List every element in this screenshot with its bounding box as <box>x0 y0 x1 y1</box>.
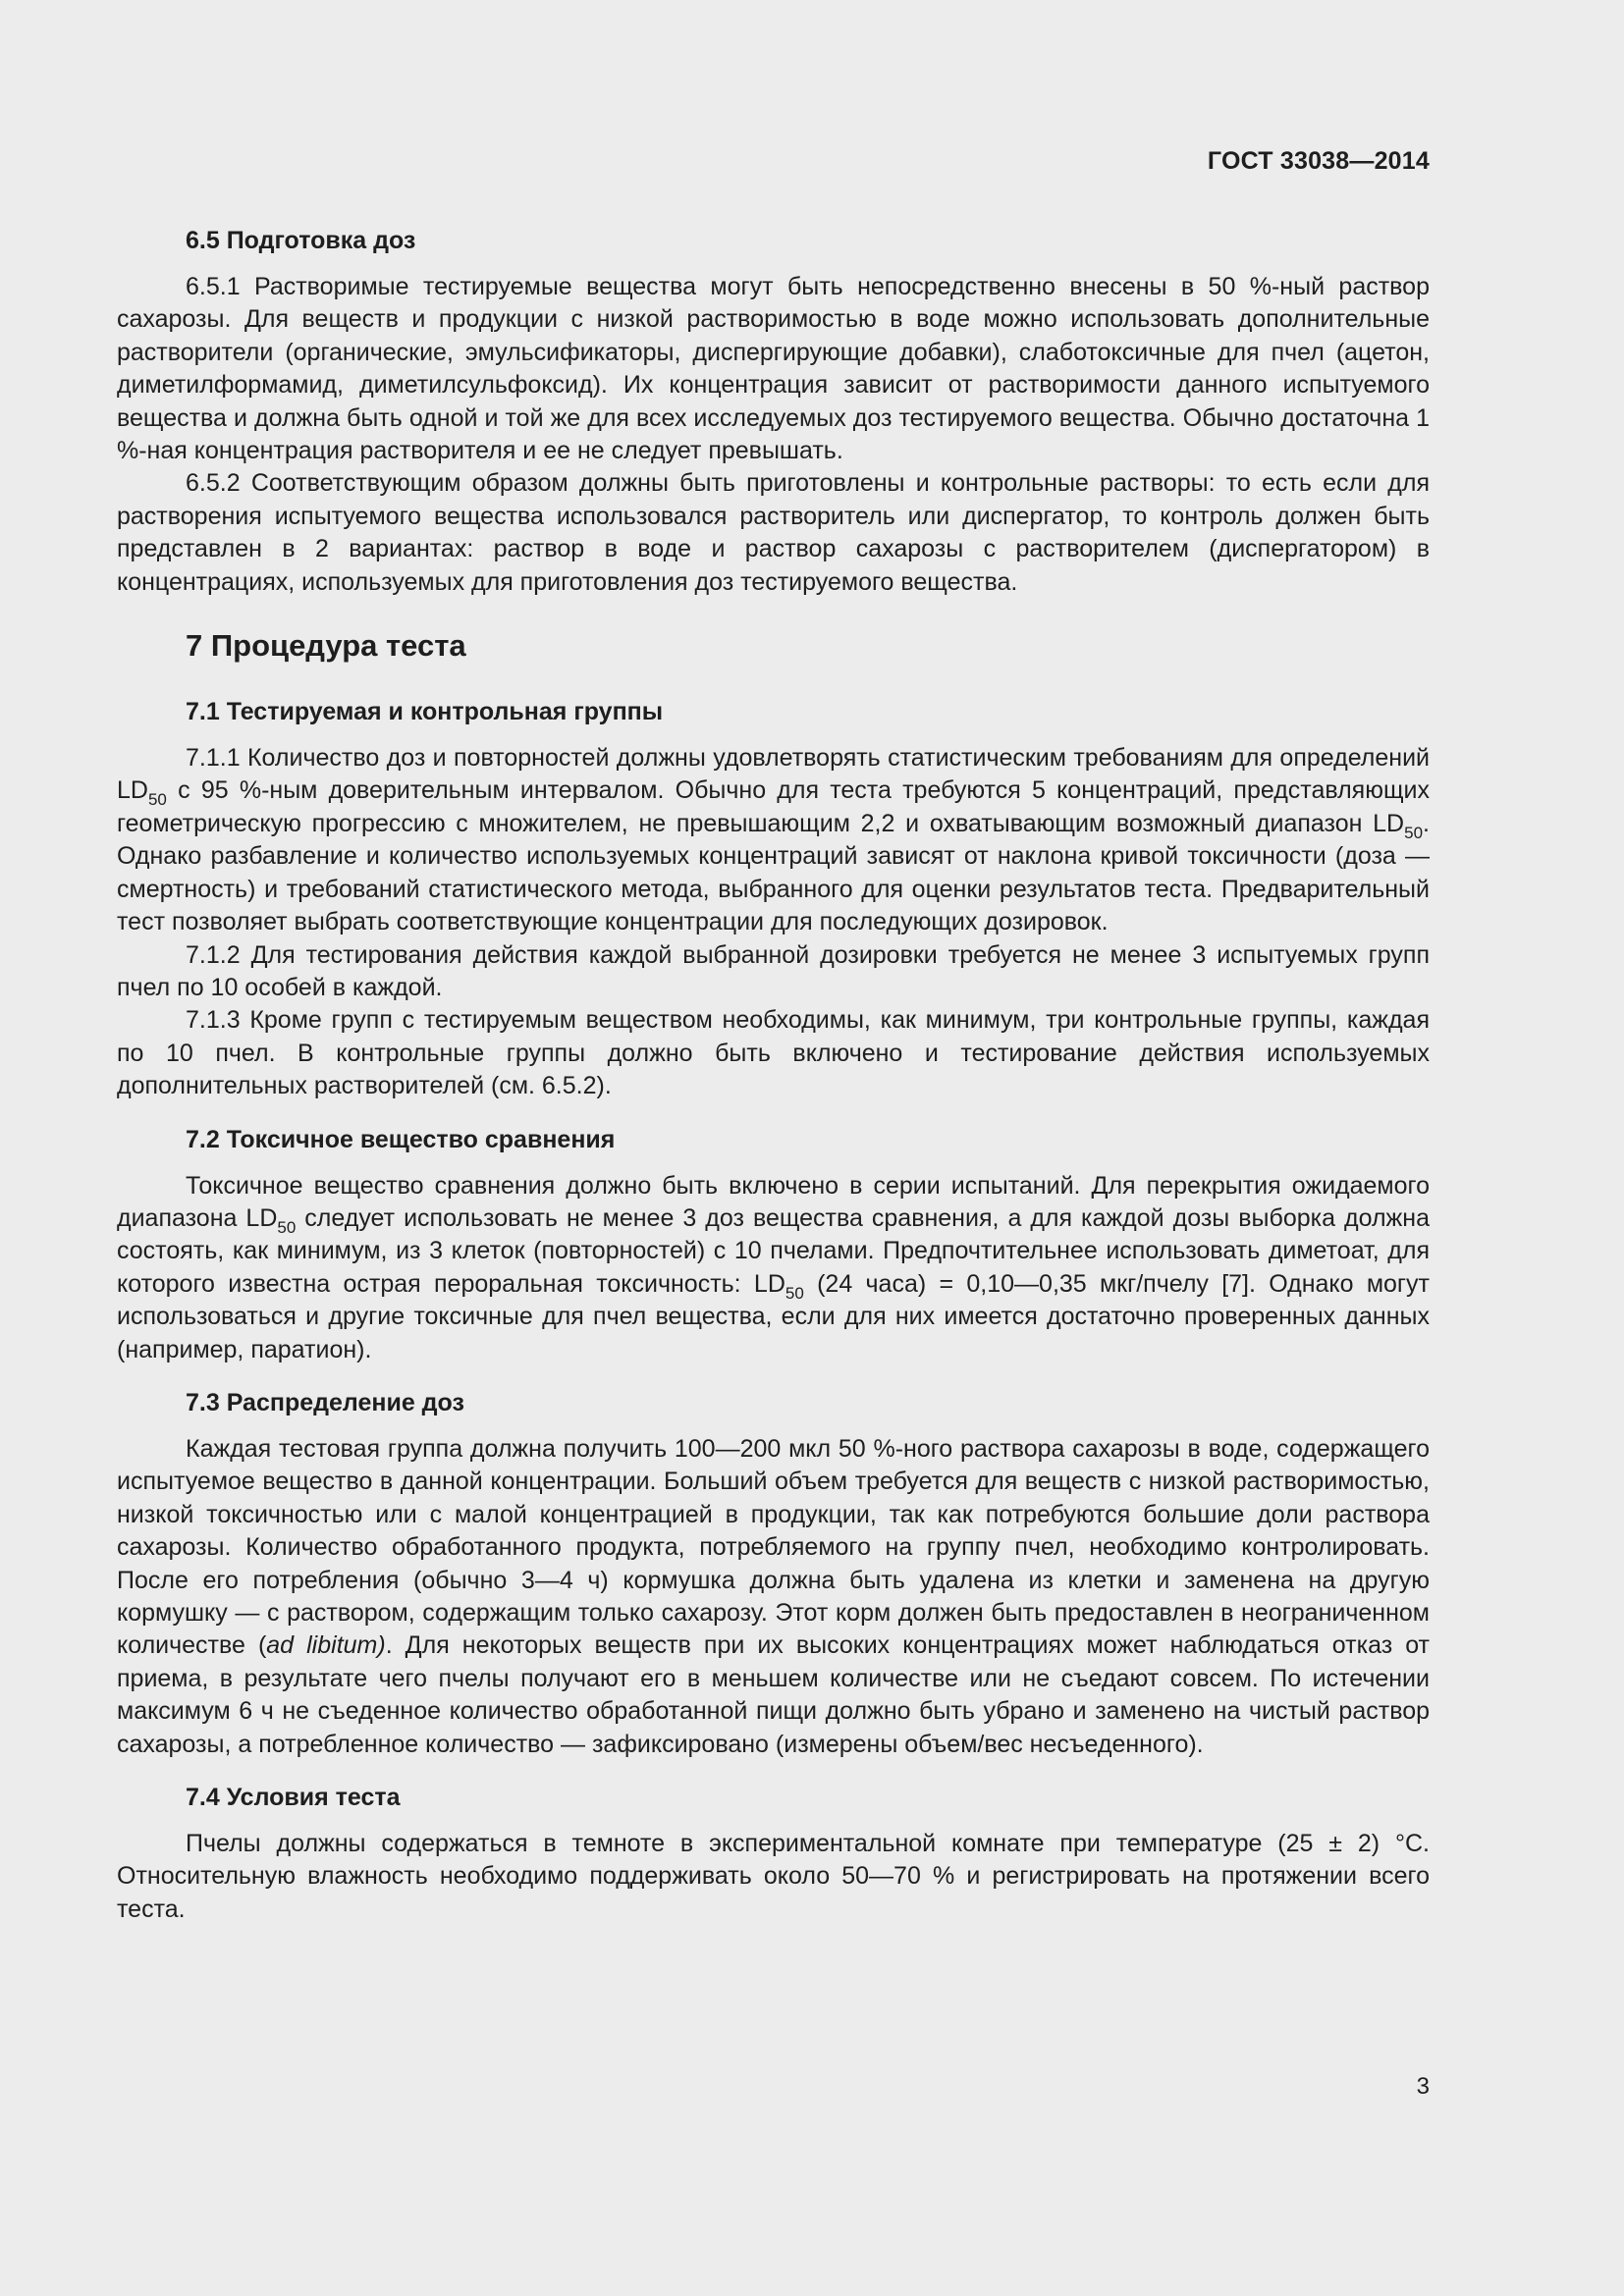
paragraph-7-2-part-b: следует использовать не менее 3 доз вещества сравнения, а для каждой дозы выборка должна состоять, как минимум, из 3 клеток (повторностей) с 10 пчелами. Предпочтительнее использовать диметоат, для которого известна острая пероральная токсичность: LD <box>117 1203 1430 1298</box>
paragraph-6-5-1: 6.5.1 Растворимые тестируемые вещества могут быть непосредственно внесены в 50 %-ный раствор сахарозы. Для веществ и продукции с низкой растворимостью в воде можно использовать дополнительные растворители (органические, эмульсификаторы, диспергирующие добавки), слаботоксичные для пчел (ацетон, диметилформамид, диметилсульфоксид). Их концентрация зависит от растворимости данного испытуемого вещества и должна быть одной и той же для всех исследуемых доз тестируемого вещества. Обычно достаточна 1 %-ная концентрация растворителя и ее не следует превышать. <box>117 273 1430 465</box>
document-code: ГОСТ 33038—2014 <box>1207 147 1430 175</box>
paragraph-6-5-2: 6.5.2 Соответствующим образом должны быть приготовлены и контрольные растворы: то есть если для растворения испытуемого вещества использовался растворитель или диспергатор, то контроль должен быть представлен в 2 вариантах: раствор в воде и раствор сахарозы с растворителем (диспергатором) в концентрациях, используемых для приготовления доз тестируемого вещества. <box>117 469 1430 596</box>
heading-7-1: 7.1 Тестируемая и контрольная группы <box>186 698 664 726</box>
heading-7-3: 7.3 Распределение доз <box>186 1388 464 1416</box>
paragraph-7-2 <box>117 1170 1430 1366</box>
paragraph-7-3-part-b: . Для некоторых веществ при их высоких концентрациях может наблюдаться отказ от приема, в результате чего пчелы получают его в меньшем количестве или не съедают совсем. По истечении максимум 6 ч не съеденное количество обработанной пищи должно быть убрано и заменено на чистый раствор сахарозы, а потребленное количество — зафиксировано (измерены объем/вес несъеденного). <box>117 1631 1430 1758</box>
paragraph-7-1-1-part-c: . Однако разбавление и количество используемых концентраций зависят от наклона кривой токсичности (доза — смертность) и требований статистического метода, выбранного для оценки результатов теста. Предварительный тест позволяет выбрать соответствующие концентрации для последующих дозировок. <box>117 809 1430 936</box>
paragraph-7-3-part-a: Каждая тестовая группа должна получить 100—200 мкл 50 %-ного раствора сахарозы в воде, содержащего испытуемое вещество в данной концентрации. Больший объем требуется для веществ с низкой растворимостью, низкой токсичностью или с малой концентрацией в продукции, так как потребуются большие доли раствора сахарозы. Количество обработанного продукта, потребляемого на группу пчел, необходимо контролировать. После его потребления (обычно 3—4 ч) кормушка должна быть удалена из клетки и заменена на другую кормушку — с раствором, содержащим только сахарозу. Этот корм должен быть предоставлен в неограниченном количестве ( <box>117 1434 1430 1660</box>
paragraph-7-1-1-part-b: с 95 %-ным доверительным интервалом. Обычно для теста требуются 5 концентраций, представляющих геометрическую прогрессию с множителем, не превышающим 2,2 и охватывающим возможный диапазон LD <box>117 776 1430 837</box>
subscript-50: 50 <box>147 790 167 810</box>
document-body <box>117 224 1430 1926</box>
heading-7-4: 7.4 Условия теста <box>186 1784 401 1812</box>
subscript-50: 50 <box>785 1283 804 1303</box>
paragraph-7-1-2: 7.1.2 Для тестирования действия каждой выбранной дозировки требуется не менее 3 испытуемых групп пчел по 10 особей в каждой. <box>117 940 1430 1001</box>
paragraph-7-4: Пчелы должны содержаться в темноте в экспериментальной комнате при температуре (25 ± 2) °С. Относительную влажность необходимо поддерживать около 50—70 % и регистрировать на протяжении всего теста. <box>117 1830 1430 1923</box>
paragraph-7-1-1-part-a: 7.1.1 Количество доз и повторностей должны удовлетворять статистическим требованиям для определений LD <box>117 744 1430 805</box>
heading-7: 7 Процедура теста <box>186 628 466 664</box>
page-number: 3 <box>1416 2073 1430 2100</box>
paragraph-7-2-part-a: Токсичное вещество сравнения должно быть включено в серии испытаний. Для перекрытия ожидаемого диапазона LD <box>117 1171 1430 1232</box>
subscript-50: 50 <box>277 1217 297 1237</box>
heading-7-2: 7.2 Токсичное вещество сравнения <box>186 1125 616 1153</box>
paragraph-7-2-part-c: (24 часа) = 0,10—0,35 мкг/пчелу [7]. Однако могут использоваться и другие токсичные для пчел вещества, если для них имеется достаточно проверенных данных (например, паратион). <box>117 1269 1431 1363</box>
italic-ad-libitum: ad libitum) <box>266 1631 386 1660</box>
paragraph-7-3 <box>117 1433 1430 1761</box>
heading-6-5: 6.5 Подготовка доз <box>186 227 416 254</box>
subscript-50: 50 <box>1404 823 1424 842</box>
paragraph-7-1-1 <box>117 742 1430 938</box>
paragraph-7-1-3: 7.1.3 Кроме групп с тестируемым веществом необходимы, как минимум, три контрольные группы, каждая по 10 пчел. В контрольные группы должно быть включено и тестирование действия используемых дополнительных растворителей (см. 6.5.2). <box>117 1006 1430 1100</box>
